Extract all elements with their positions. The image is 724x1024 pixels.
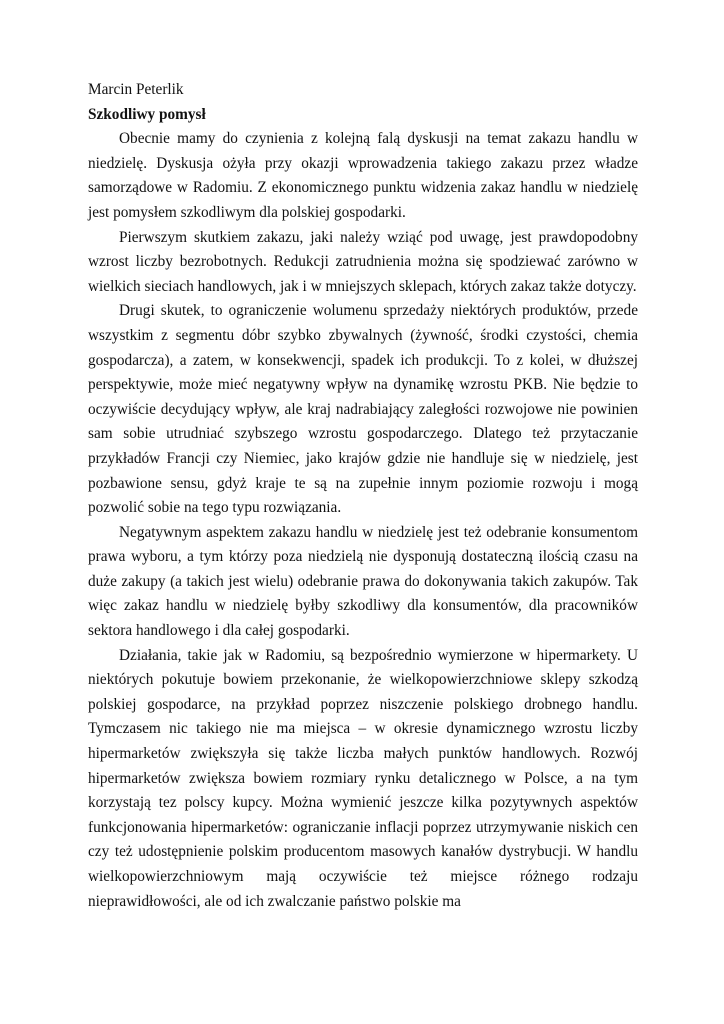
paragraph-4: Negatywnym aspektem zakazu handlu w niedzielę jest też odebranie konsumentom prawa wyboru, a tym którzy poza niedzielą nie dysponują dostateczną ilością czasu na duże zakupy (a takich jest wielu) odebranie prawa do dokonywania takich zakupów. Tak więc zakaz handlu w niedzielę byłby szkodliwy dla konsumentów, dla pracowników sektora handlowego i dla całej gospodarki.	[88, 523, 638, 640]
document-page	[88, 78, 638, 914]
paragraph-3: Drugi skutek, to ograniczenie wolumenu sprzedaży niektórych produktów, przede wszystkim z segmentu dóbr szybko zbywalnych (żywność, środki czystości, chemia gospodarcza), a zatem, w konsekwencji, spadek ich produkcji. To z kolei, w dłuższej perspektywie, może mieć negatywny wpływ na dynamikę wzrostu PKB. Nie będzie to oczywiście decydujący wpływ, ale kraj nadrabiający zaległości rozwojowe nie powinien sam sobie utrudniać szybszego wzrostu gospodarczego. Dlatego też przytaczanie przykładów Francji czy Niemiec, jako krajów gdzie nie handluje się w niedzielę, jest pozbawione sensu, gdyż kraje te są na zupełnie innym poziomie rozwoju i mogą pozwolić sobie na tego typu rozwiązania.	[88, 302, 638, 517]
paragraph-5: Działania, takie jak w Radomiu, są bezpośrednio wymierzone w hipermarkety. U niektórych pokutuje bowiem przekonanie, że wielkopowierzchniowe sklepy szkodzą polskiej gospodarce, na przykład poprzez niszczenie polskiego drobnego handlu. Tymczasem nic takiego nie ma miejsca – w okresie dynamicznego wzrostu liczby hipermarketów zwiększyła się także liczba małych punktów handlowych. Rozwój hipermarketów zwiększa bowiem rozmiary rynku detalicznego w Polsce, a na tym korzystają tez polscy kupcy. Można wymienić jeszcze kilka pozytywnych aspektów funkcjonowania hipermarketów: ograniczanie inflacji poprzez utrzymywanie niskich cen czy też udostępnienie polskim producentom masowych kanałów dystrybucji. W handlu wielkopowierzchniowym mają oczywiście też miejsce różnego rodzaju nieprawidłowości, ale od ich zwalczanie państwo polskie ma	[88, 646, 638, 910]
author-name: Marcin Peterlik	[88, 81, 184, 98]
paragraph-2: Pierwszym skutkiem zakazu, jaki należy wziąć pod uwagę, jest prawdopodobny wzrost liczby bezrobotnych. Redukcji zatrudnienia można się spodziewać zarówno w wielkich sieciach handlowych, jak i w mniejszych sklepach, których zakaz także dotyczy.	[88, 228, 638, 295]
paragraph-1: Obecnie mamy do czynienia z kolejną falą dyskusji na temat zakazu handlu w niedzielę. Dyskusja ożyła przy okazji wprowadzenia takiego zakazu przez władze samorządowe w Radomiu. Z ekonomicznego punktu widzenia zakaz handlu w niedzielę jest pomysłem szkodliwym dla polskiej gospodarki.	[88, 130, 638, 221]
document-title: Szkodliwy pomysł	[88, 105, 206, 123]
